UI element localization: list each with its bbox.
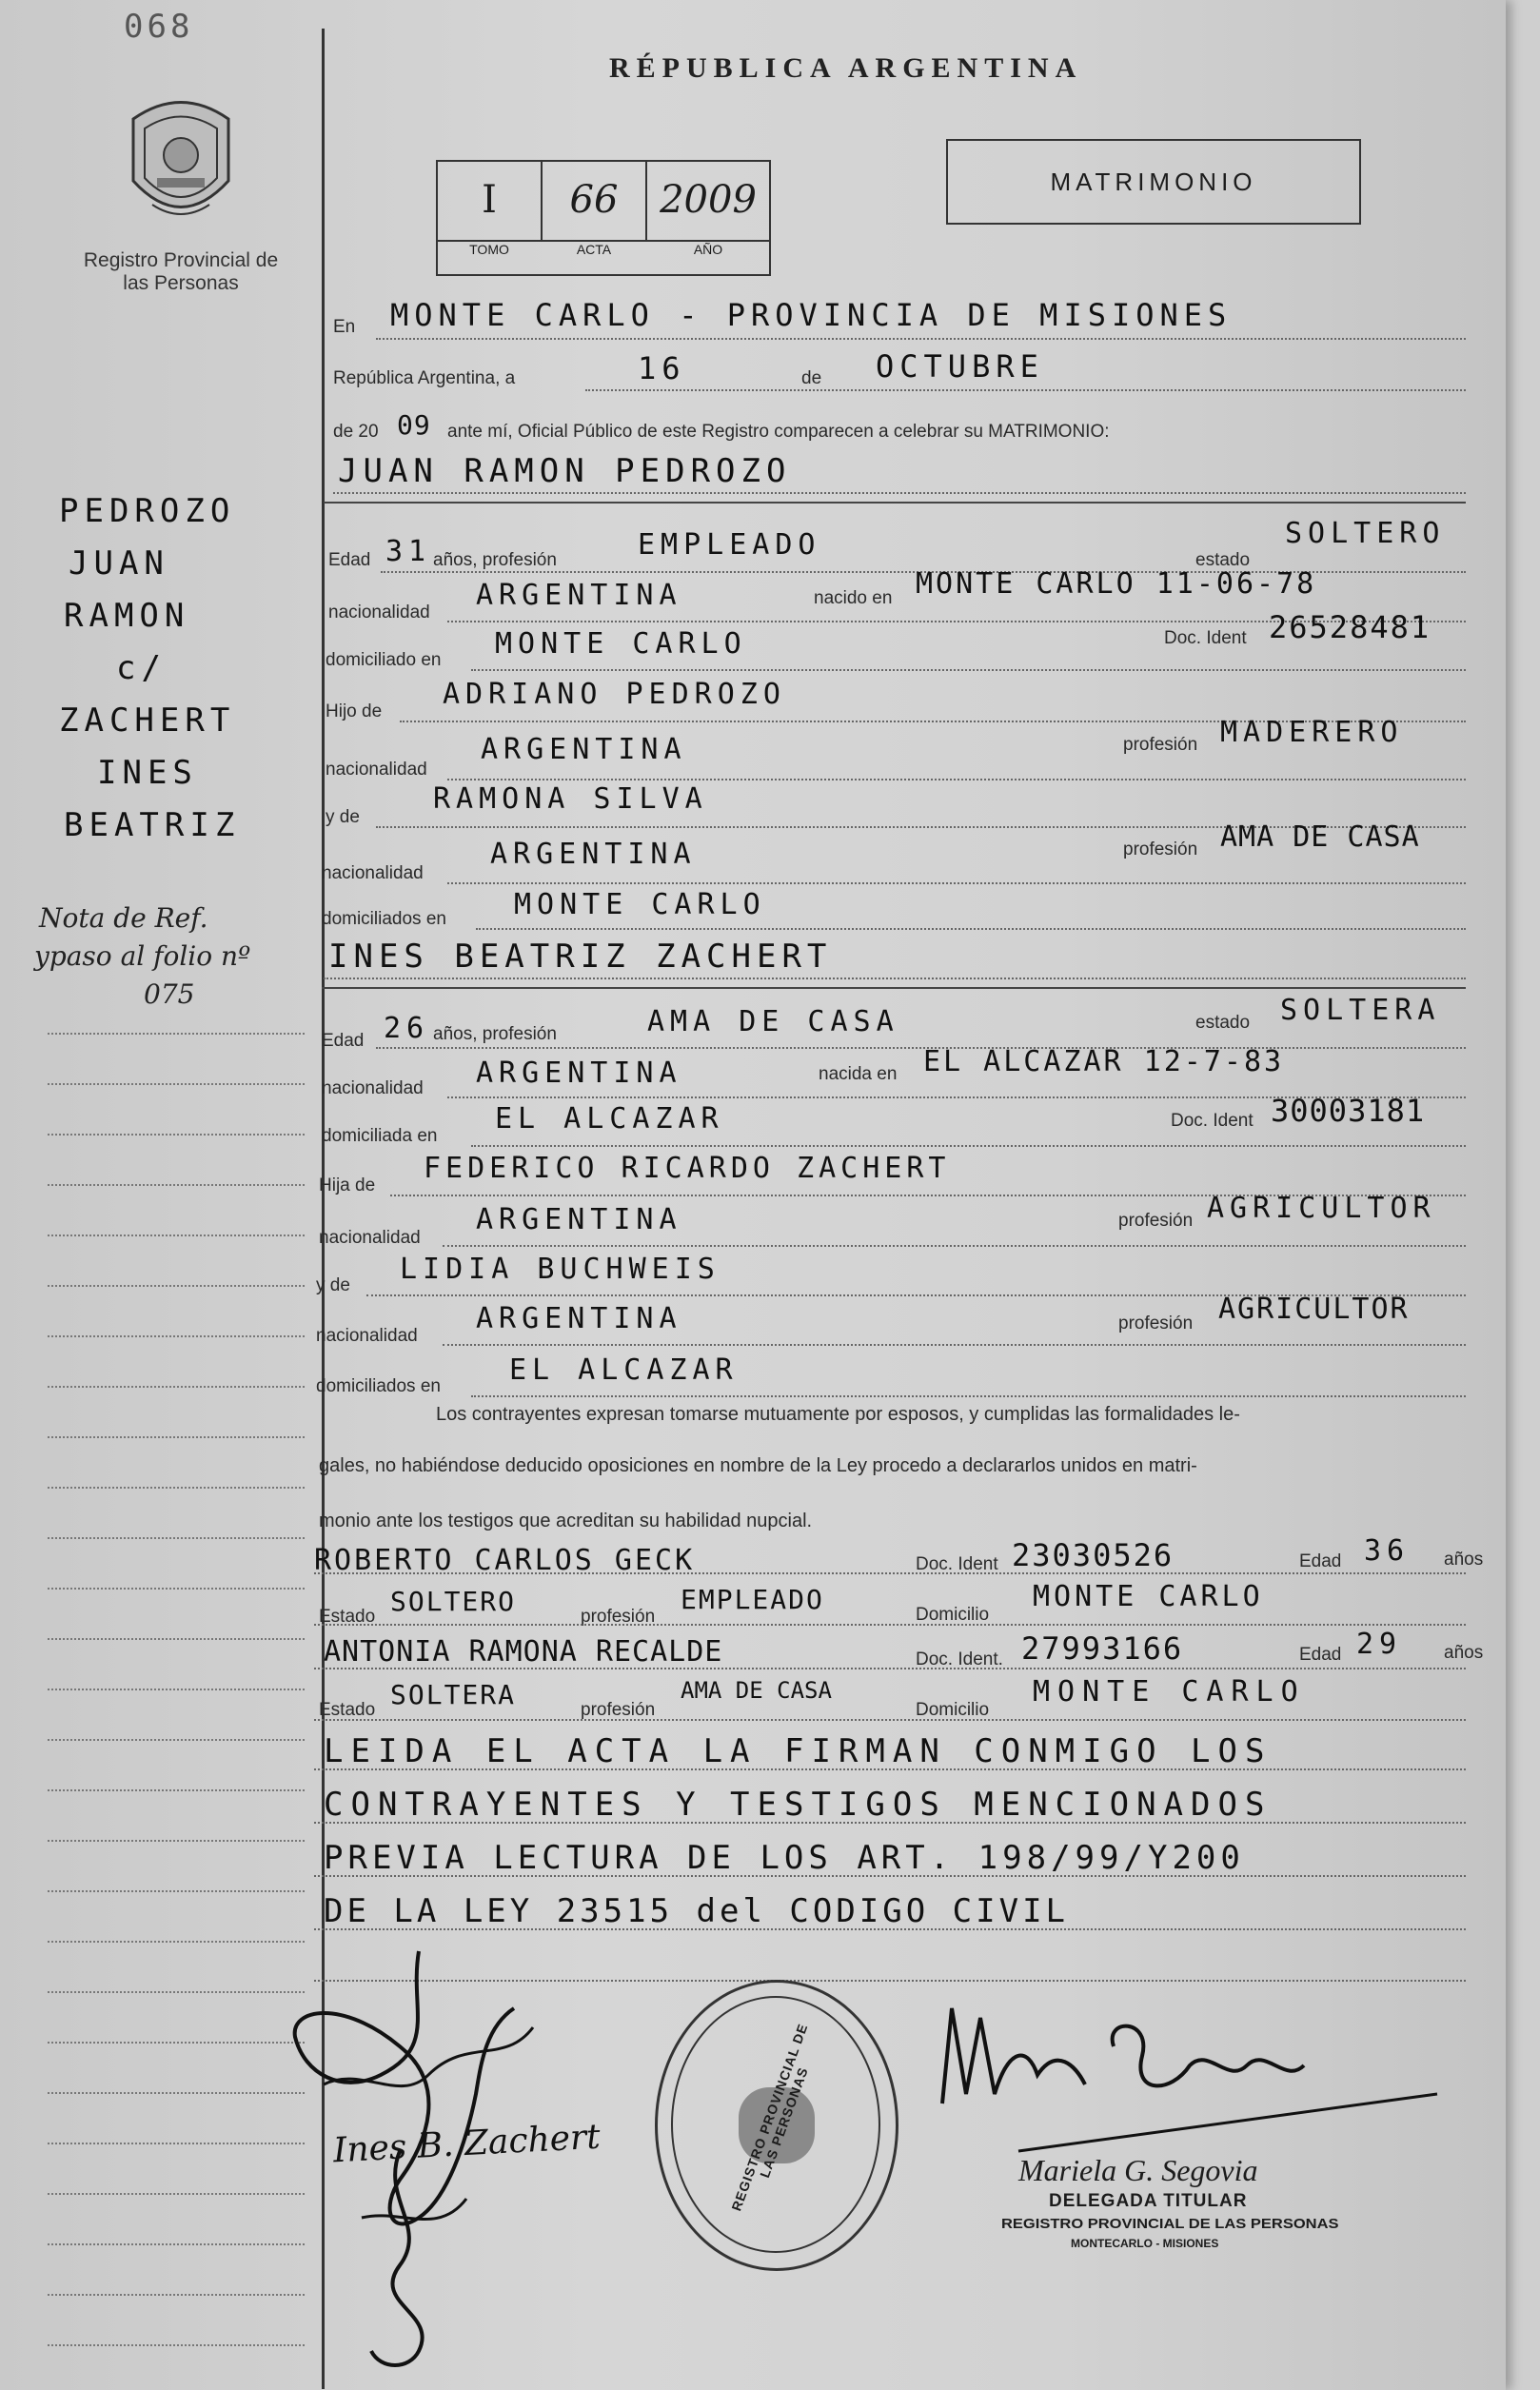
label-doc: Doc. Ident bbox=[916, 1554, 998, 1574]
tomo-label: TOMO bbox=[469, 242, 509, 257]
witness1-doc: 23030526 bbox=[1012, 1537, 1175, 1573]
bride-father: FEDERICO RICARDO ZACHERT bbox=[424, 1152, 951, 1185]
groom-age: 31 bbox=[385, 535, 432, 568]
official-title: DELEGADA TITULAR bbox=[1049, 2191, 1248, 2211]
witness1-domicile: MONTE CARLO bbox=[1033, 1580, 1264, 1613]
margin-name-line: JUAN bbox=[69, 544, 169, 583]
label-anios: años bbox=[1444, 1643, 1484, 1663]
label-nacionalidad: nacionalidad bbox=[322, 863, 424, 883]
label-profesion: profesión bbox=[1123, 735, 1198, 755]
bride-parents-dom: EL ALCAZAR bbox=[509, 1353, 739, 1387]
groom-profession: EMPLEADO bbox=[638, 528, 821, 562]
label-profesion: profesión bbox=[1118, 1314, 1194, 1333]
registry-logo bbox=[114, 90, 247, 243]
label-profesion: profesión bbox=[1123, 839, 1198, 859]
margin-note bbox=[34, 899, 250, 1014]
label-y-de: y de bbox=[326, 807, 360, 827]
label-profesion: profesión bbox=[1118, 1211, 1194, 1231]
label-estado: estado bbox=[1195, 550, 1251, 570]
month-value: OCTUBRE bbox=[876, 348, 1044, 385]
closing-line: LEIDA EL ACTA LA FIRMAN CONMIGO LOS bbox=[324, 1732, 1273, 1770]
legal-text-line: Los contrayentes expresan tomarse mutuamente por esposos, y cumplidas las formalidades le- bbox=[436, 1404, 1240, 1425]
anio-label: AÑO bbox=[693, 242, 723, 257]
witness2-doc: 27993166 bbox=[1021, 1630, 1184, 1667]
bride-mother: LIDIA BUCHWEIS bbox=[400, 1253, 721, 1286]
groom-birth: MONTE CARLO 11-06-78 bbox=[916, 567, 1317, 601]
witness2-domicile: MONTE CARLO bbox=[1033, 1675, 1306, 1709]
margin-name-line: PEDROZO bbox=[59, 492, 236, 530]
groom-status: SOLTERO bbox=[1285, 517, 1446, 550]
page-number: 068 bbox=[124, 8, 194, 46]
label-profesion: profesión bbox=[581, 1607, 656, 1627]
label-domicilio: Domicilio bbox=[916, 1700, 990, 1720]
label-domicilio: Domicilio bbox=[916, 1605, 990, 1625]
bride-profession: AMA DE CASA bbox=[647, 1005, 899, 1038]
label-anios: años bbox=[1444, 1550, 1484, 1570]
label-hija: Hija de bbox=[319, 1175, 376, 1195]
closing-line: CONTRAYENTES Y TESTIGOS MENCIONADOS bbox=[324, 1786, 1273, 1824]
label-anios-prof: años, profesión bbox=[433, 550, 557, 570]
label-nacionalidad: nacionalidad bbox=[326, 760, 427, 780]
label-doc: Doc. Ident bbox=[1171, 1111, 1254, 1131]
stamp-text: REGISTRO PROVINCIAL DE LAS PERSONAS bbox=[728, 2021, 811, 2213]
closing-line: PREVIA LECTURA DE LOS ART. 198/99/Y200 bbox=[324, 1839, 1245, 1877]
witness1-profession: EMPLEADO bbox=[681, 1584, 824, 1615]
label-edad: Edad bbox=[322, 1031, 365, 1051]
label-hijo: Hijo de bbox=[326, 701, 383, 721]
groom-name: JUAN RAMON PEDROZO bbox=[338, 452, 792, 490]
act-type-box: MATRIMONIO bbox=[946, 139, 1361, 225]
official-place: MONTECARLO - MISIONES bbox=[1071, 2237, 1219, 2250]
bride-mother-prof: AGRICULTOR bbox=[1218, 1293, 1410, 1326]
official-stamp bbox=[655, 1980, 898, 2271]
anio-value: 2009 bbox=[660, 178, 757, 222]
label-en: En bbox=[333, 317, 356, 337]
margin-note-line: 075 bbox=[144, 978, 195, 1010]
groom-father-nat: ARGENTINA bbox=[481, 733, 687, 766]
groom-nationality: ARGENTINA bbox=[476, 579, 682, 612]
witness2-profession: AMA DE CASA bbox=[681, 1677, 832, 1704]
label-domiciliados: domiciliados en bbox=[322, 909, 446, 929]
margin-names bbox=[59, 485, 240, 852]
year-suffix: 09 bbox=[397, 409, 431, 441]
label-rep-a: República Argentina, a bbox=[333, 368, 516, 388]
label-profesion: profesión bbox=[581, 1700, 656, 1720]
groom-mother: RAMONA SILVA bbox=[433, 782, 708, 816]
label-nacionalidad: nacionalidad bbox=[328, 602, 430, 622]
label-anios-prof: años, profesión bbox=[433, 1024, 557, 1044]
bride-father-prof: AGRICULTOR bbox=[1207, 1192, 1436, 1225]
witness1-status: SOLTERO bbox=[390, 1586, 517, 1617]
bride-doc: 30003181 bbox=[1271, 1093, 1426, 1129]
bride-father-nat: ARGENTINA bbox=[476, 1203, 682, 1236]
label-doc: Doc. Ident bbox=[1164, 628, 1247, 648]
witness2-age: 29 bbox=[1356, 1628, 1403, 1661]
label-edad: Edad bbox=[1299, 1551, 1342, 1571]
legal-text-line: monio ante los testigos que acreditan su habilidad nupcial. bbox=[319, 1511, 813, 1531]
margin-name-line: ZACHERT bbox=[59, 701, 236, 740]
witness1-name: ROBERTO CARLOS GECK bbox=[314, 1544, 696, 1577]
record-number-box bbox=[436, 160, 771, 276]
label-domiciliada: domiciliada en bbox=[322, 1126, 438, 1146]
closing-line: DE LA LEY 23515 del CODIGO CIVIL bbox=[324, 1892, 1070, 1930]
official-name: Mariela G. Segovia bbox=[1018, 2153, 1258, 2187]
official-org: REGISTRO PROVINCIAL DE LAS PERSONAS bbox=[1001, 2216, 1339, 2232]
margin-name-line: RAMON bbox=[64, 597, 190, 635]
witness1-age: 36 bbox=[1364, 1534, 1411, 1568]
groom-mother-nat: ARGENTINA bbox=[490, 838, 697, 871]
registry-name: Registro Provincial de las Personas bbox=[83, 249, 279, 294]
groom-doc: 26528481 bbox=[1269, 609, 1431, 645]
label-domiciliado: domiciliado en bbox=[326, 650, 442, 670]
margin-name-line: INES bbox=[97, 754, 198, 792]
groom-father-prof: MADERERO bbox=[1220, 716, 1404, 749]
acta-value: 66 bbox=[543, 162, 647, 240]
witness2-name: ANTONIA RAMONA RECALDE bbox=[324, 1635, 723, 1669]
bride-domicile: EL ALCAZAR bbox=[495, 1102, 724, 1136]
bride-name: INES BEATRIZ ZACHERT bbox=[328, 938, 833, 976]
country-title: RÉPUBLICA ARGENTINA bbox=[609, 52, 1083, 84]
label-domiciliados: domiciliados en bbox=[316, 1376, 441, 1396]
intro-text: ante mí, Oficial Público de este Registro comparecen a celebrar su MATRIMONIO: bbox=[447, 422, 1110, 442]
label-nacido-en: nacido en bbox=[814, 588, 893, 608]
label-edad: Edad bbox=[328, 550, 371, 570]
label-nacionalidad: nacionalidad bbox=[319, 1228, 421, 1248]
margin-note-line: ypaso al folio nº bbox=[34, 940, 251, 972]
day-value: 16 bbox=[638, 350, 686, 386]
legal-text-line: gales, no habiéndose deducido oposiciones en nombre de la Ley procedo a declararlos unidos en matri- bbox=[319, 1455, 1197, 1476]
tomo-value: I bbox=[438, 162, 543, 240]
label-y-de: y de bbox=[316, 1275, 350, 1295]
label-estado: Estado bbox=[319, 1607, 376, 1627]
groom-mother-prof: AMA DE CASA bbox=[1220, 820, 1420, 854]
witness-signature bbox=[343, 2142, 495, 2380]
label-de: de bbox=[801, 368, 822, 388]
groom-parents-dom: MONTE CARLO bbox=[514, 888, 766, 921]
label-nacida-en: nacida en bbox=[819, 1064, 898, 1084]
bride-age: 26 bbox=[384, 1012, 430, 1045]
bride-nationality: ARGENTINA bbox=[476, 1057, 682, 1090]
bride-status: SOLTERA bbox=[1280, 994, 1441, 1027]
groom-father: ADRIANO PEDROZO bbox=[443, 678, 786, 711]
label-nacionalidad: nacionalidad bbox=[316, 1326, 418, 1346]
bride-signature: Ines B. Zachert bbox=[332, 2117, 602, 2171]
witness2-status: SOLTERA bbox=[390, 1679, 517, 1710]
label-nacionalidad: nacionalidad bbox=[322, 1078, 424, 1098]
official-signature bbox=[923, 1989, 1456, 2180]
margin-note-line: Nota de Ref. bbox=[39, 902, 208, 934]
bride-mother-nat: ARGENTINA bbox=[476, 1302, 682, 1335]
groom-domicile: MONTE CARLO bbox=[495, 627, 747, 661]
closing-text bbox=[324, 1725, 1272, 1938]
label-de-year: de 20 bbox=[333, 422, 379, 442]
margin-name-line: c/ bbox=[116, 649, 167, 687]
place-value: MONTE CARLO - PROVINCIA DE MISIONES bbox=[390, 297, 1233, 333]
label-estado: Estado bbox=[319, 1700, 376, 1720]
bride-birth: EL ALCAZAR 12-7-83 bbox=[923, 1045, 1285, 1078]
label-estado: estado bbox=[1195, 1013, 1251, 1033]
margin-name-line: BEATRIZ bbox=[64, 806, 241, 844]
label-doc: Doc. Ident. bbox=[916, 1649, 1003, 1669]
acta-label: ACTA bbox=[576, 242, 612, 257]
label-edad: Edad bbox=[1299, 1645, 1342, 1665]
